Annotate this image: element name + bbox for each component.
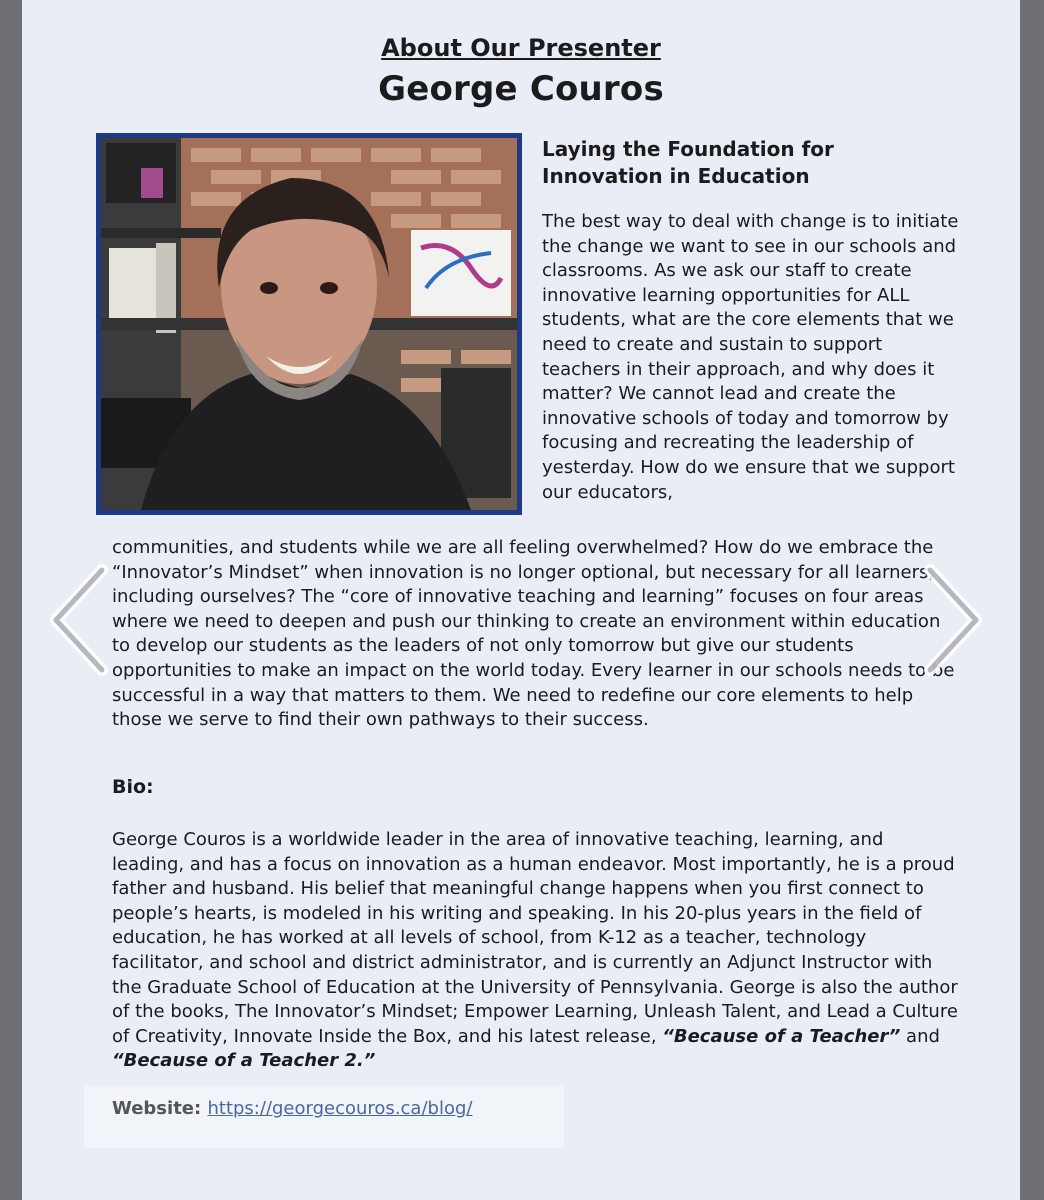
website-box (84, 1086, 564, 1148)
page-heading (22, 30, 1020, 112)
website-label: Website: (112, 1098, 202, 1119)
next-page-button[interactable] (912, 560, 992, 680)
bio-body: George Couros is a worldwide leader in the area of innovative teaching, learning, and leading, and has a focus on innovation as a human endeavor. Most importantly, he is a proud father and husband. His belief that meaningful change happens when you first connect to people’s hearts, is modeled in his writing and speaking. In his 20-plus years in the field of education, he has worked at all levels of school, from K-12 as a teacher, technology facilitator, and school and district administrator, and is currently an Adjunct Instructor with the Graduate School of Education at the University of Pennsylvania. George is also the author of the books, The Innovator’s Mindset; Empower Learning, Unleash Talent, and Lead a Culture of Creativity, Innovate Inside the Box, and his latest release, (112, 829, 958, 1047)
bio-heading: Bio: (112, 776, 154, 798)
chevron-right-icon (912, 560, 992, 680)
presenter-photo (96, 133, 522, 515)
previous-page-button[interactable] (40, 560, 120, 680)
session-description-continued: communities, and students while we are all feeling overwhelmed? How do we embrace the “Innovator’s Mindset” when innovation is no longer optional, but necessary for all learners, including ourselves? The “core of innovative teaching and learning” focuses on four areas where we need to deepen and push our thinking to create an environment within education to develop our students as the leaders of not only tomorrow but give our students opportunities to make an impact on the world today. Every learner in our schools needs to be successful in a way that matters to them. We need to redefine our core elements to help those we serve to find their own pathways to their success. (112, 537, 955, 731)
session-title-line1: Laying the Foundation for (542, 137, 834, 161)
website-link[interactable]: https://georgecouros.ca/blog/ (207, 1098, 473, 1119)
book-title-2: “Because of a Teacher 2.” (112, 1050, 376, 1072)
session-description-top: The best way to deal with change is to initiate the change we want to see in our schools and classrooms. As we ask our staff to create innovative learning opportunities for ALL students, what are the core elements that we need to create and sustain to support teachers in their approach, and why does it matter? We cannot lead and create the innovative schools of today and tomorrow by focusing and recreating the leadership of yesterday. How do we ensure that we support our educators, (542, 211, 959, 503)
session-title-line2: Innovation in Education (542, 164, 810, 188)
presenter-photo-image (101, 138, 517, 510)
website-row (112, 1098, 472, 1119)
bio-text (112, 828, 958, 1074)
presenter-name: George Couros (378, 69, 664, 109)
session-title (542, 136, 962, 190)
page-subtitle: About Our Presenter (381, 34, 661, 62)
session-section (542, 136, 962, 505)
chevron-left-icon (40, 560, 120, 680)
book-title-1: “Because of a Teacher” (662, 1025, 901, 1047)
bio-and: and (906, 1025, 940, 1047)
document-page (22, 0, 1020, 1200)
